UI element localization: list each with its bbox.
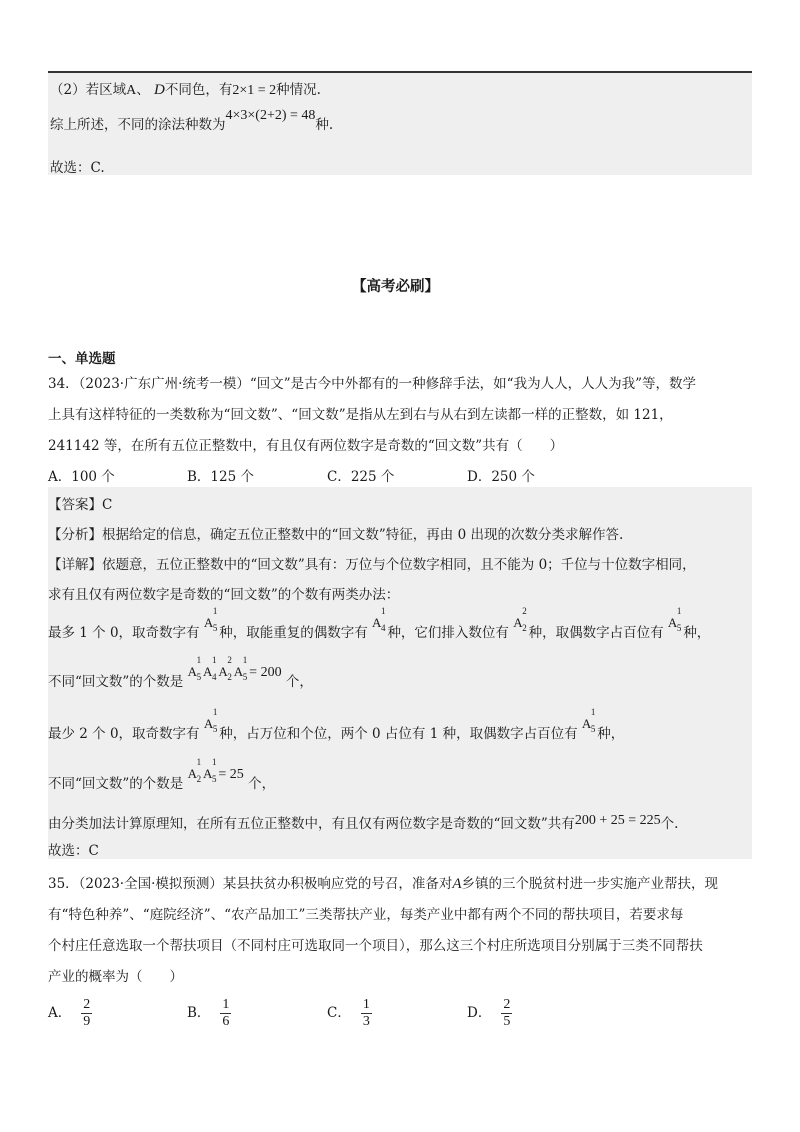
case1-formula: A 1 5 A 1 4 A 2 2 A 1 5 = 200 — [187, 655, 282, 682]
q34-case1: 最多 1 个 0，取奇数字有 A 1 5 种，取能重复的偶数字有 A 1 4 种，它们排入数位有 A 2 2 种，取偶数字占百位有 A 1 5 种， — [48, 606, 711, 641]
q35-line2: 有“特色种养”、“庭院经济”、“农产品加工”三类帮扶产业，每类产业中都有两个不同的帮扶项目，若要求每 — [48, 907, 684, 923]
q35-option-c: C． $\frac{1}{3}$ — [327, 997, 370, 1029]
q34-case2-result: 不同“回文数”的个数是 A 1 2 A 1 5 = 25 个， — [48, 757, 276, 792]
perm-a5-1: A 1 5 — [203, 606, 218, 633]
q34-option-b: B．125 个 — [187, 469, 254, 485]
subsection-title: 一、单选题 — [48, 351, 116, 367]
q34-option-a: A．100 个 — [48, 469, 115, 485]
q34-line2: 上具有这样特征的一类数称为“回文数”、“回文数”是指从左到右与从右到左读都一样的正整数，如 121， — [48, 407, 673, 423]
perm-a5-1: A 1 5 — [667, 606, 682, 633]
prev-case2: （2）若区域A、 D不同色，有2×1 = 2种情况. — [50, 82, 321, 98]
q34-line1: 34．（2023·广东广州·统考一模）“回文”是古今中外都有的一种修辞手法，如“我为人人，人人为我”等，数学 — [48, 376, 696, 392]
q34-option-d: D．250 个 — [467, 469, 535, 485]
q35-line4: 产业的概率为（ ） — [48, 969, 183, 985]
q34-case1-result: 不同“回文数”的个数是 A 1 5 A 1 4 A 2 2 A 1 5 = 200 个， — [48, 655, 313, 690]
perm-a2-2: A 2 2 — [513, 606, 527, 633]
q34-choice: 故选：C — [48, 843, 99, 859]
q35-line3: 个村庄任意选取一个帮扶项目（不同村庄可选取同一个项目），那么这三个村庄所选项目分别属于三类不同帮扶 — [48, 938, 703, 954]
q34-line3: 241142 等，在所有五位正整数中，有且仅有两位数字是奇数的“回文数”共有（ ） — [48, 438, 564, 454]
prev-summary: 综上所述，不同的涂法种数为4×3×(2+2) = 48种. — [50, 108, 334, 133]
case2-formula: A 1 2 A 1 5 = 25 — [187, 757, 244, 784]
q34-detail-2: 求有且仅有两位数字是奇数的“回文数”的个数有两类办法： — [48, 587, 400, 603]
perm-a4-1: A 1 4 — [372, 606, 386, 633]
prev-choice: 故选：C. — [50, 160, 105, 176]
q34-analysis: 【分析】根据给定的信息，确定五位正整数中的“回文数”特征，再由 0 出现的次数分类求解作答. — [48, 527, 624, 543]
q34-summary: 由分类加法计算原理知，在所有五位正整数中，有且仅有两位数字是奇数的“回文数”共有200 + 25 = 225个. — [48, 813, 679, 832]
q34-answer: 【答案】C — [48, 497, 113, 513]
q35-option-b: B． $\frac{1}{6}$ — [187, 997, 230, 1029]
q35-line1: 35．（2023·全国·模拟预测）某县扶贫办积极响应党的号召，准备对A乡镇的三个脱贫村进一步实施产业帮扶，现 — [48, 876, 719, 892]
q34-detail-1: 【详解】依题意，五位正整数中的“回文数”具有：万位与个位数字相同，且不能为 0；千位与十位数字相同， — [48, 557, 696, 573]
q35-option-d: D． $\frac{2}{5}$ — [467, 997, 511, 1029]
q34-case2: 最少 2 个 0，取奇数字有 A 1 5 种，占万位和个位，两个 0 占位有 1 种，取偶数字占百位有 A 1 5 种， — [48, 707, 625, 742]
section-title: 【高考必刷】 — [352, 279, 439, 295]
q35-option-a: A． $\frac{2}{9}$ — [48, 997, 91, 1029]
q34-option-c: C．225 个 — [327, 469, 395, 485]
